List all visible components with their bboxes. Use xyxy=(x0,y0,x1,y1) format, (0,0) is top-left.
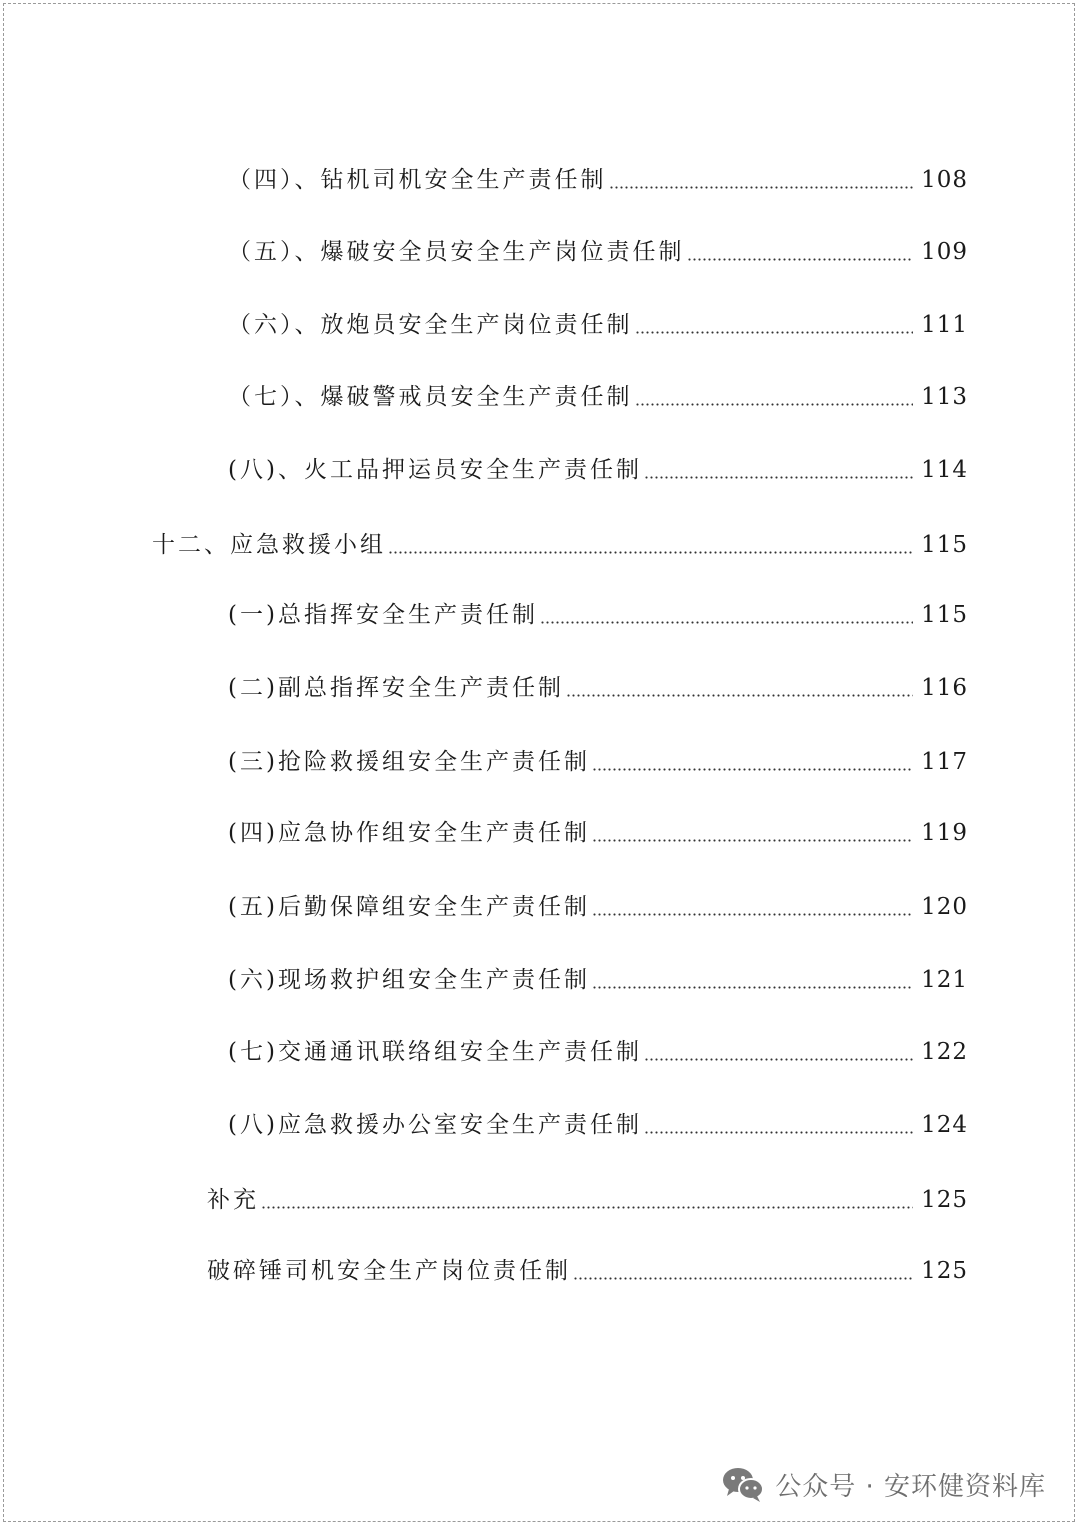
toc-leader-dots xyxy=(644,1058,913,1061)
toc-entry-title: （七）、爆破警戒员安全生产责任制 xyxy=(228,384,633,410)
toc-leader-dots xyxy=(592,768,913,771)
toc-entry[interactable] xyxy=(228,595,968,635)
toc-entry-page: 122 xyxy=(921,1039,968,1065)
toc-leader-dots xyxy=(540,621,913,624)
toc-leader-dots xyxy=(644,476,913,479)
toc-entry-title: (八)、火工品押运员安全生产责任制 xyxy=(228,457,642,483)
toc-leader-dots xyxy=(635,403,914,406)
toc-entry[interactable] xyxy=(207,1180,968,1220)
toc-entry-title: (八)应急救援办公室安全生产责任制 xyxy=(228,1112,642,1138)
toc-entry-title: （四）、钻机司机安全生产责任制 xyxy=(228,167,607,193)
toc-entry[interactable] xyxy=(228,377,968,417)
toc-entry[interactable] xyxy=(228,1032,968,1072)
toc-entry-page: 121 xyxy=(921,967,968,993)
toc-entry-title: （六）、放炮员安全生产岗位责任制 xyxy=(228,312,633,338)
toc-entry[interactable] xyxy=(228,668,968,708)
toc-entry[interactable] xyxy=(228,887,968,927)
wechat-icon xyxy=(721,1465,765,1503)
toc-entry[interactable] xyxy=(207,1251,968,1291)
toc-leader-dots xyxy=(573,1277,913,1280)
toc-entry-title: (四)应急协作组安全生产责任制 xyxy=(228,820,590,846)
toc-entry-title: (二)副总指挥安全生产责任制 xyxy=(228,675,564,701)
toc-entry[interactable] xyxy=(228,305,968,345)
toc-entry-page: 125 xyxy=(921,1258,968,1284)
toc-entry-title: 十二、应急救援小组 xyxy=(152,532,386,558)
toc-entry-page: 117 xyxy=(921,749,968,775)
toc-leader-dots xyxy=(566,694,913,697)
toc-leader-dots xyxy=(388,551,913,554)
toc-entry-page: 125 xyxy=(921,1187,968,1213)
toc-entry-page: 120 xyxy=(921,894,968,920)
toc-entry-page: 114 xyxy=(921,457,968,483)
toc-entry-page: 108 xyxy=(921,167,968,193)
toc-entry-page: 113 xyxy=(921,384,968,410)
toc-entry-title: 破碎锤司机安全生产岗位责任制 xyxy=(207,1258,571,1284)
toc-leader-dots xyxy=(592,986,913,989)
toc-entry-page: 115 xyxy=(921,602,968,628)
toc-entry-title: (三)抢险救援组安全生产责任制 xyxy=(228,749,590,775)
toc-entry-page: 116 xyxy=(921,675,968,701)
toc-entry-title: (六)现场救护组安全生产责任制 xyxy=(228,967,590,993)
toc-entry-page: 115 xyxy=(921,532,968,558)
toc-entry[interactable] xyxy=(228,450,968,490)
toc-leader-dots xyxy=(261,1206,913,1209)
toc-entry-page: 111 xyxy=(921,312,968,338)
toc-entry-title: (七)交通通讯联络组安全生产责任制 xyxy=(228,1039,642,1065)
toc-leader-dots xyxy=(644,1131,913,1134)
toc-section-entry[interactable] xyxy=(152,525,968,565)
toc-leader-dots xyxy=(592,839,913,842)
toc-entry[interactable] xyxy=(228,1105,968,1145)
toc-leader-dots xyxy=(635,331,914,334)
toc-entry[interactable] xyxy=(228,742,968,782)
toc-entry[interactable] xyxy=(228,232,968,272)
toc-entry[interactable] xyxy=(228,813,968,853)
toc-entry-title: 补充 xyxy=(207,1187,259,1213)
toc-entry-page: 119 xyxy=(921,820,968,846)
toc-entry-title: (五)后勤保障组安全生产责任制 xyxy=(228,894,590,920)
toc-entry-page: 124 xyxy=(921,1112,968,1138)
watermark-text: 公众号 · 安环健资料库 xyxy=(775,1471,1046,1502)
account-watermark xyxy=(721,1462,1046,1506)
toc-leader-dots xyxy=(687,258,914,261)
toc-entry-title: (一)总指挥安全生产责任制 xyxy=(228,602,538,628)
toc-entry-page: 109 xyxy=(921,239,968,265)
toc-entry[interactable] xyxy=(228,960,968,1000)
toc-leader-dots xyxy=(592,913,913,916)
toc-entry-title: （五）、爆破安全员安全生产岗位责任制 xyxy=(228,239,685,265)
toc-entry[interactable] xyxy=(228,160,968,200)
toc-leader-dots xyxy=(609,186,914,189)
